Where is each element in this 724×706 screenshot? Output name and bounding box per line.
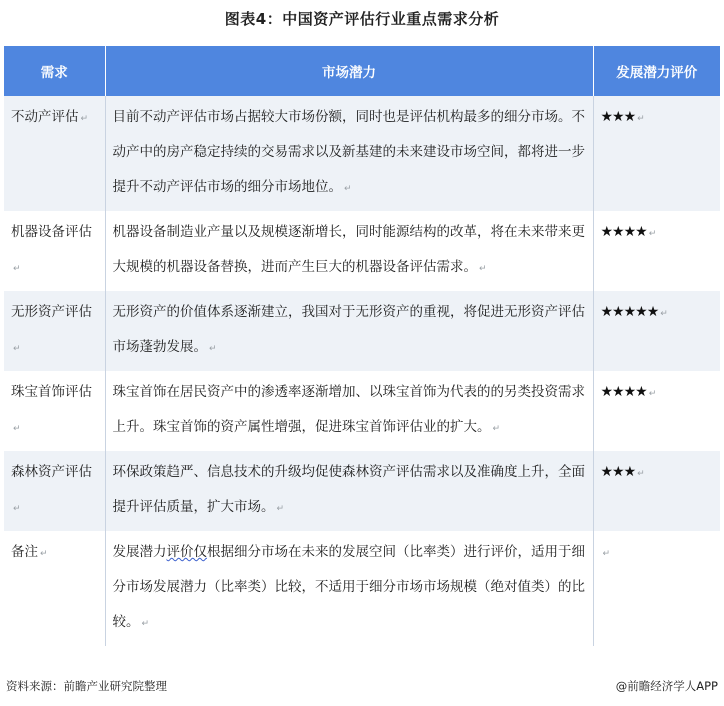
return-mark: ↵ [80,114,89,124]
note-rating-cell [593,531,720,646]
demand-cell: 无形资产评估↵ [4,291,105,371]
return-mark: ↵ [344,184,352,194]
header-development-rating: 发展潜力评价 [593,46,720,96]
rating-stars: ★★★★ [600,384,647,400]
table-header-row [4,46,720,96]
note-text-cell: 发展潜力评价仅根据细分市场在未来的发展空间（比率类）进行评价，适用于细分市场发展潜力（比率类）比较，不适用于细分市场市场规模（绝对值类）的比较。 ↵ [105,531,593,646]
table-row [4,371,720,451]
demand-cell: 机器设备评估↵ [4,211,105,291]
rating-stars: ★★★ [600,464,636,480]
return-mark: ↵ [209,344,217,354]
rating-cell [593,291,720,371]
return-mark: ↵ [648,389,657,399]
rating-cell [593,96,720,211]
note-label-cell: 备注 ↵ [4,531,105,646]
return-mark: ↵ [602,549,611,559]
potential-cell: 目前不动产评估市场占据较大市场份额，同时也是评估机构最多的细分市场。不动产中的房产稳定持续的交易需求以及新基建的未来建设市场空间，都将进一步提升不动产评估市场的细分市场地位。 ↵ [105,96,593,211]
return-mark: ↵ [637,114,645,124]
rating-cell [593,451,720,531]
demand-analysis-table [4,46,720,646]
table-row [4,451,720,531]
potential-cell: 无形资产的价值体系逐渐建立，我国对于无形资产的重视，将促进无形资产评估市场蓬勃发展。 ↵ [105,291,593,371]
table-row [4,291,720,371]
header-market-potential: 市场潜力 [105,46,593,96]
demand-cell: 不动产评估 ↵ [4,96,105,211]
return-mark: ↵ [13,344,21,354]
table-row [4,211,720,291]
table-row [4,96,720,211]
return-mark: ↵ [276,504,285,514]
rating-cell [593,371,720,451]
rating-stars: ★★★ [600,109,636,125]
return-mark: ↵ [479,264,487,274]
return-mark: ↵ [660,309,668,319]
return-mark: ↵ [141,619,150,629]
return-mark: ↵ [492,424,501,434]
figure-title: 图表4：中国资产评估行业重点需求分析 [224,10,500,28]
potential-cell: 环保政策趋严、信息技术的升级均促使森林资产评估需求以及准确度上升，全面提升评估质量，扩大市场。 ↵ [105,451,593,531]
return-mark: ↵ [13,264,21,274]
source-note: 资料来源：前瞻产业研究院整理 [6,679,167,693]
table-row-note [4,531,720,646]
spellcheck-marked-text: 评价仅 [166,544,207,560]
demand-cell: 森林资产评估↵ [4,451,105,531]
brand-credit: @前瞻经济学人APP [615,679,718,693]
return-mark: ↵ [13,424,21,434]
return-mark: ↵ [648,229,657,239]
footer [0,678,724,696]
potential-cell: 机器设备制造业产量以及规模逐渐增长，同时能源结构的改革，将在未来带来更大规模的机器设备替换，进而产生巨大的机器设备评估需求。 ↵ [105,211,593,291]
return-mark: ↵ [637,469,645,479]
rating-stars: ★★★★ [600,224,647,240]
return-mark: ↵ [13,504,21,514]
header-demand: 需求 [4,46,105,96]
rating-stars: ★★★★★ [600,304,659,320]
return-mark: ↵ [40,549,48,559]
rating-cell [593,211,720,291]
potential-cell: 珠宝首饰在居民资产中的渗透率逐渐增加、以珠宝首饰为代表的的另类投资需求上升。珠宝首饰的资产属性增强，促进珠宝首饰评估业的扩大。 ↵ [105,371,593,451]
demand-cell: 珠宝首饰评估↵ [4,371,105,451]
